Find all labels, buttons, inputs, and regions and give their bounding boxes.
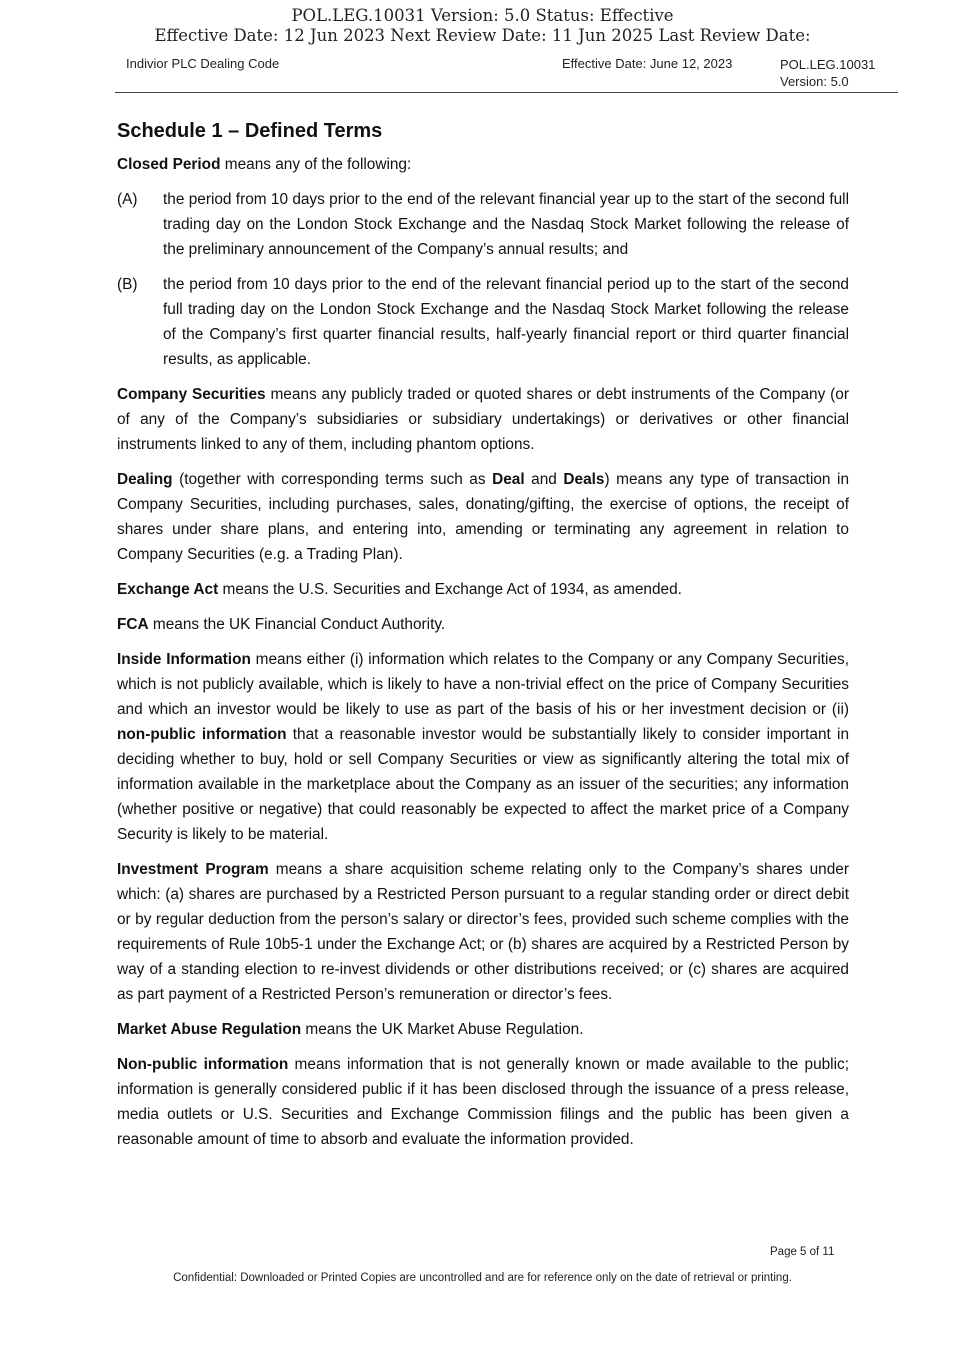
policy-reference: POL.LEG.10031 — [780, 57, 876, 72]
list-item-label: (A) — [117, 191, 138, 208]
definition-exchange-act — [117, 577, 849, 602]
term: Non-public information — [117, 1056, 289, 1073]
stamp-line-2: Effective Date: 12 Jun 2023 Next Review Date: 11 Jun 2025 Last Review Date: — [154, 26, 811, 45]
stamp-line-1: POL.LEG.10031 Version: 5.0 Status: Effective — [291, 6, 674, 25]
list-item-label: (B) — [117, 276, 138, 293]
page-header — [115, 56, 898, 93]
term: Company Securities — [117, 386, 266, 403]
definition-text: that a reasonable investor would be substantially likely to consider important in deciding whether to buy, hold or sell Company Securities or view as significantly altering the total mix of information available in the marketplace about the Company as an issuer of the securities; any information (whether positive or negative) that could reasonably be expected to affect the market price of a Company Security is likely to be material. — [117, 726, 850, 843]
definition-market-abuse-regulation — [117, 1017, 849, 1042]
policy-version: Version: 5.0 — [780, 74, 849, 89]
page-content — [117, 118, 849, 1162]
term: Market Abuse Regulation — [117, 1021, 302, 1038]
definition-closed-period — [117, 152, 849, 177]
document-control-stamp — [0, 6, 965, 46]
effective-date: Effective Date: June 12, 2023 — [562, 56, 733, 71]
definition-inside-information — [117, 647, 849, 847]
definition-dealing — [117, 467, 849, 567]
reference-block — [780, 56, 875, 90]
term-deals: Deals — [563, 471, 605, 488]
list-item — [117, 187, 849, 262]
term: Inside Information — [117, 651, 251, 668]
term: FCA — [117, 616, 149, 633]
term-deal: Deal — [492, 471, 525, 488]
document-title: Indivior PLC Dealing Code — [126, 56, 280, 71]
definition-text: means any publicly traded or quoted shares or debt instruments of the Company (or of any of the Company’s subsidiaries or subsidiary undertakings) or derivatives or other financial instruments linked to any of them, including phantom options. — [117, 386, 849, 453]
definition-company-securities — [117, 382, 849, 457]
term: Investment Program — [117, 861, 269, 878]
schedule-title: Schedule 1 – Defined Terms — [117, 120, 383, 142]
page-number: Page 5 of 11 — [770, 1246, 835, 1258]
definition-text: means the UK Market Abuse Regulation. — [301, 1021, 584, 1038]
term: Closed Period — [117, 156, 221, 173]
definition-investment-program — [117, 857, 849, 1007]
term: Exchange Act — [117, 581, 219, 598]
definition-text: means information that is not generally known or made available to the public; information is generally considered public if it has been disclosed through the issuance of a press release, media outlets or U.S. Securities and Exchange Commission filings and the public has been given a reasonable amount of time to absorb and evaluate the information provided. — [117, 1056, 849, 1148]
term-non-public-information: non-public information — [117, 726, 287, 743]
definition-non-public-information — [117, 1052, 849, 1152]
definition-fca — [117, 612, 849, 637]
definition-text: means any of the following: — [220, 156, 412, 173]
definition-text: and — [524, 471, 564, 488]
definition-text: means the UK Financial Conduct Authority. — [148, 616, 446, 633]
list-item — [117, 272, 849, 372]
term: Dealing — [117, 471, 173, 488]
definition-text: means either (i) information which relates to the Company or any Company Securities, which is not publicly available, which is likely to have a non-trivial effect on the price of Company Securities and which an investor would be likely to use as part of the basis of his or her investment decision or (ii) — [117, 651, 850, 718]
definition-text: (together with corresponding terms such as — [172, 471, 493, 488]
definition-text: means a share acquisition scheme relating only to the Company’s shares under which: (a) shares are purchased by a Restricted Person pursuant to a regular standing order or direct debit or by regular deduction from the person’s salary or director’s fees, provided such scheme complies with the requirements of Rule 10b5-1 under the Exchange Act; or (b) shares are acquired by a Restricted Person by way of a standing election to re-invest dividends or other distributions received; or (c) shares are acquired as part payment of a Restricted Person’s remuneration or director’s fees. — [117, 861, 849, 1003]
confidentiality-notice: Confidential: Downloaded or Printed Copies are uncontrolled and are for reference only on the date of retrieval or printing. — [173, 1272, 792, 1284]
definition-text: ) means any type of transaction in Company Securities, including purchases, sales, donating/gifting, the exercise of options, the receipt of shares under share plans, and entering into, amending or terminating any agreement in relation to Company Securities (e.g. a Trading Plan). — [117, 471, 850, 563]
list-item-text: the period from 10 days prior to the end of the relevant financial year up to the start of the second full trading day on the London Stock Exchange and the Nasdaq Stock Market following the release of the preliminary announcement of the Company’s annual results; and — [163, 191, 849, 258]
definition-text: means the U.S. Securities and Exchange Act of 1934, as amended. — [218, 581, 682, 598]
list-item-text: the period from 10 days prior to the end of the relevant financial period up to the start of the second full trading day on the London Stock Exchange and the Nasdaq Stock Market following the release of the Company’s first quarter financial results, half-yearly financial report or third quarter financial results, as applicable. — [163, 276, 849, 368]
